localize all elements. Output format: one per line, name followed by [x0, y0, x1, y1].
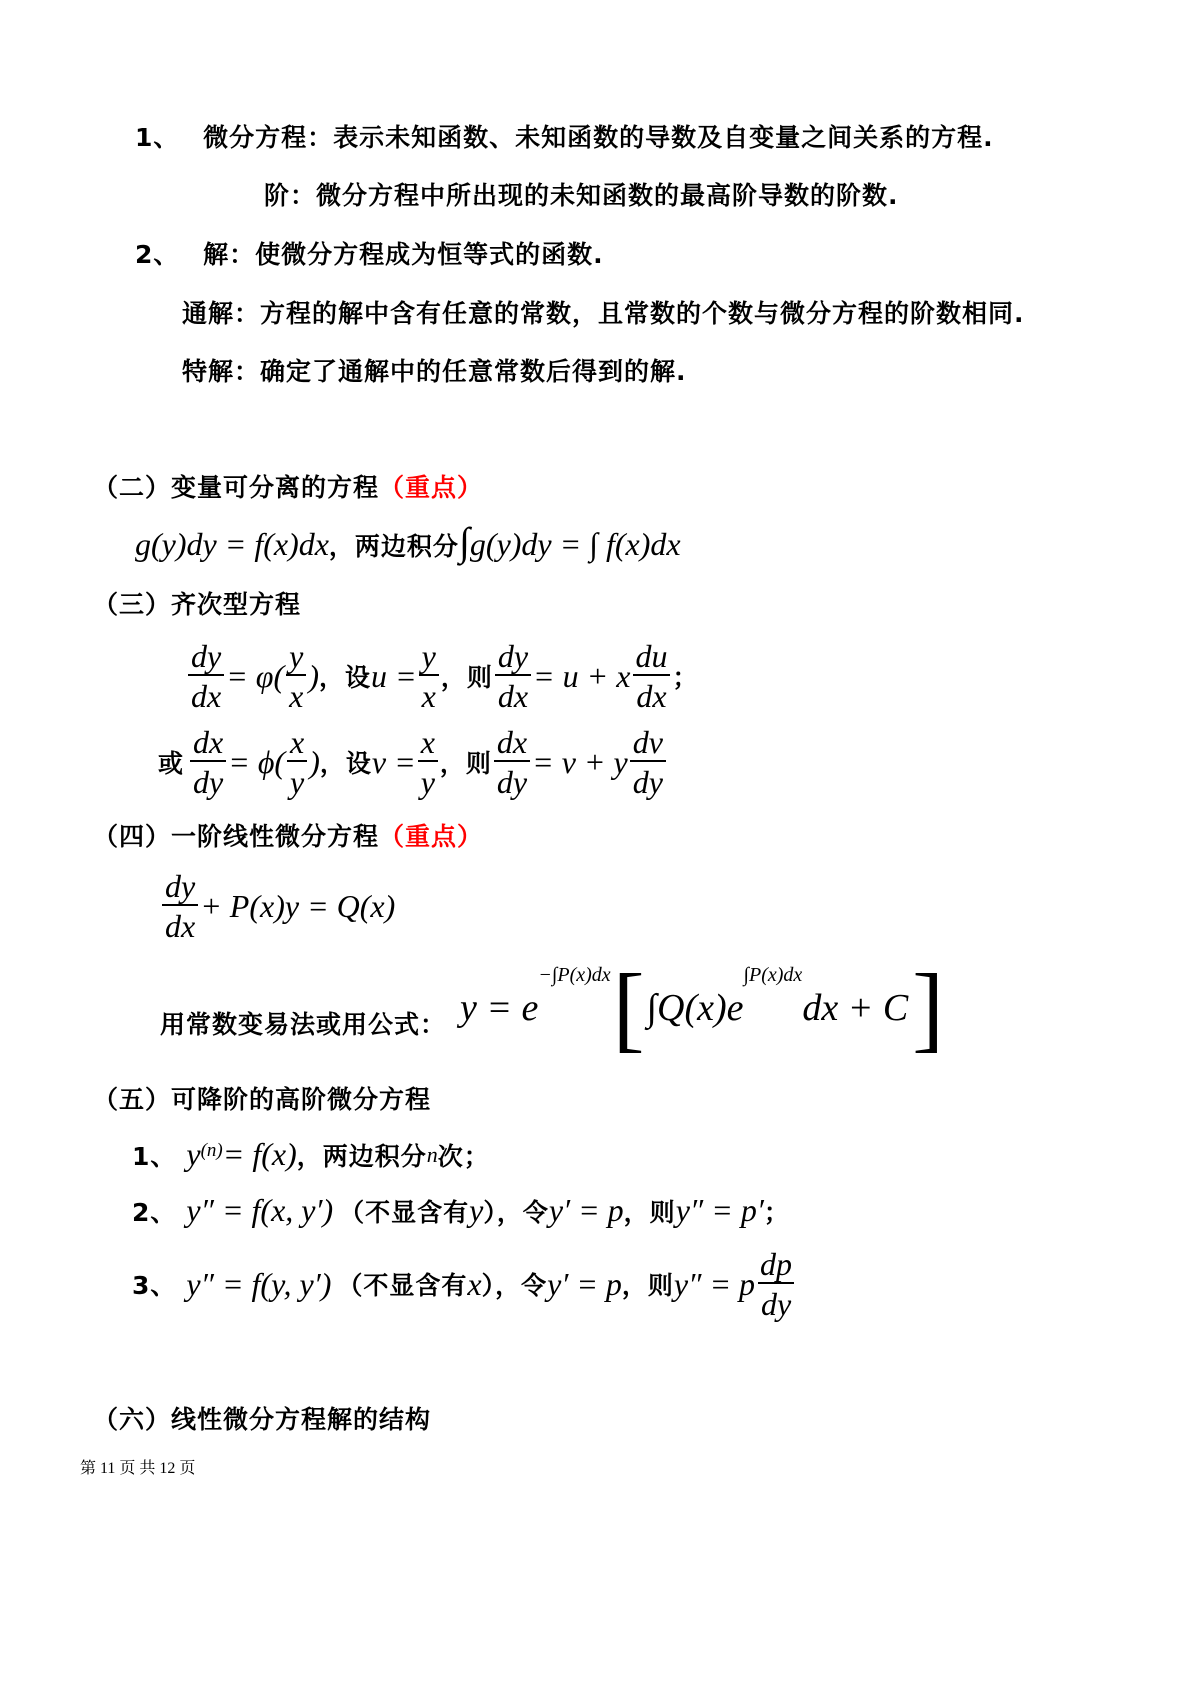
math-text: = ϕ(: [228, 743, 286, 780]
numerator: dy: [191, 638, 222, 674]
key-point-tag: （重点）: [379, 473, 484, 502]
numerator: dx: [496, 724, 528, 760]
fraction: [162, 870, 198, 942]
denominator: x: [286, 674, 306, 712]
item-number: 2、: [135, 240, 180, 269]
item-1: [135, 118, 994, 154]
numerator: x: [420, 724, 435, 760]
fraction: [188, 640, 224, 712]
denominator: dy: [758, 1282, 794, 1320]
homogeneous-formula-2: [158, 726, 668, 798]
text: ，则: [623, 1197, 676, 1227]
text-set: ，设: [319, 663, 372, 692]
math-text: y: [469, 1192, 484, 1228]
math-text: = f(x): [222, 1136, 297, 1172]
math-text: ): [309, 743, 320, 780]
numerator: dp: [760, 1246, 793, 1282]
math-text: y″ = f(y, y′): [186, 1265, 332, 1302]
text-set: ，设: [319, 749, 372, 778]
exponent: −∫P(x)dx: [538, 964, 611, 986]
math-text: y″ = p′: [675, 1192, 764, 1228]
section-heading-reducible: （五）可降阶的高阶微分方程: [93, 1085, 432, 1114]
numerator: dx: [193, 724, 224, 760]
fraction: [418, 726, 438, 798]
item-number: 2、: [132, 1197, 177, 1227]
method-text: 用常数变易法或用公式：: [160, 1010, 447, 1039]
denominator: dx: [633, 674, 669, 712]
math-text: ): [308, 657, 320, 694]
reducible-case-2: [132, 1192, 790, 1229]
text: ，则: [621, 1271, 674, 1300]
text: ，两边积分: [296, 1141, 427, 1171]
math-text: x: [467, 1265, 482, 1302]
integral-sign-icon: ∫: [458, 519, 470, 564]
math-text: y″ = p: [673, 1265, 756, 1302]
math-text: y = e: [460, 987, 539, 1029]
separable-text: ，两边积分: [328, 532, 459, 561]
item-2: [135, 235, 604, 271]
homogeneous-formula-1: [186, 640, 698, 712]
section-heading-separable: [93, 468, 483, 504]
item-number: 1、: [135, 123, 180, 152]
heading-text: （二）变量可分离的方程: [93, 473, 380, 502]
fraction: [494, 726, 530, 798]
numerator: y: [289, 638, 304, 674]
item-number: 3、: [132, 1271, 177, 1300]
key-point-tag: （重点）: [379, 822, 484, 851]
text: （不显含有: [337, 1271, 468, 1300]
denominator: dy: [190, 760, 226, 798]
text-then: ，则: [439, 749, 492, 778]
numerator: dy: [497, 638, 529, 674]
text: 次；: [437, 1141, 490, 1171]
separable-rhs: g(y)dy = ∫ f(x)dx: [469, 526, 681, 562]
fraction: [286, 640, 306, 712]
definition-general-solution: 通解：方程的解中含有任意的常数，且常数的个数与微分方程的阶数相同.: [182, 299, 1025, 328]
math-text: y″ = f(x, y′): [186, 1192, 334, 1228]
numerator: dv: [632, 724, 663, 760]
page-number: 第 11 页 共 12 页: [80, 1460, 196, 1477]
fraction: [190, 726, 226, 798]
definition-order: 阶：微分方程中所出现的未知函数的最高阶导数的阶数.: [264, 181, 899, 210]
math-text: v =: [371, 743, 416, 780]
fraction: [632, 640, 670, 712]
text-or: 或: [158, 749, 185, 778]
math-text: y: [186, 1136, 201, 1172]
math-text: = u + x: [533, 657, 631, 694]
denominator: dx: [188, 674, 224, 712]
definition-solution: 解：使微分方程成为恒等式的函数.: [203, 240, 604, 269]
fraction: [757, 1248, 795, 1320]
numerator: du: [635, 638, 668, 674]
math-text: = φ(: [226, 657, 285, 694]
text-then: ，则: [440, 663, 493, 692]
section-heading-homogeneous: （三）齐次型方程: [93, 590, 302, 619]
text: （不显含有: [339, 1197, 470, 1227]
reducible-case-1: [132, 1136, 490, 1173]
definition-particular-solution: 特解：确定了通解中的任意常数后得到的解.: [182, 357, 687, 386]
linear-solution-formula: [160, 954, 945, 1061]
denominator: y: [418, 760, 438, 798]
separable-formula: [135, 520, 681, 572]
fraction: [419, 640, 439, 712]
text: ；: [763, 1197, 790, 1227]
math-text: = v + y: [532, 743, 628, 780]
numerator: dy: [165, 868, 196, 904]
denominator: dy: [494, 760, 530, 798]
separable-lhs: g(y)dy = f(x)dx: [135, 526, 329, 562]
fraction: [630, 726, 666, 798]
denominator: x: [419, 674, 439, 712]
denominator: dx: [162, 904, 198, 942]
denominator: dx: [495, 674, 531, 712]
reducible-case-3: [132, 1248, 797, 1320]
denominator: y: [287, 760, 307, 798]
text: ），令: [483, 1197, 549, 1227]
math-text: n: [426, 1141, 438, 1167]
denominator: dy: [630, 760, 666, 798]
math-text: dx + C: [802, 987, 909, 1029]
numerator: y: [421, 638, 436, 674]
fraction: [495, 640, 531, 712]
heading-text: （四）一阶线性微分方程: [93, 822, 380, 851]
text-semicolon: ；: [672, 663, 699, 692]
item-number: 1、: [132, 1141, 177, 1171]
math-text: + P(x)y = Q(x): [200, 887, 396, 924]
fraction: [287, 726, 307, 798]
exponent: ∫P(x)dx: [743, 964, 803, 986]
definition-differential-equation: 微分方程：表示未知函数、未知函数的导数及自变量之间关系的方程.: [203, 123, 994, 152]
left-bracket-icon: [: [612, 954, 645, 1061]
linear-equation: [160, 870, 395, 942]
math-text: ∫Q(x)e: [646, 987, 744, 1029]
math-text: y′ = p: [548, 1192, 624, 1228]
exponent: (n): [200, 1139, 223, 1161]
section-heading-linear: [93, 817, 483, 853]
math-text: y′ = p: [547, 1265, 622, 1302]
math-text: u =: [371, 657, 417, 694]
numerator: x: [290, 724, 305, 760]
right-bracket-icon: ]: [912, 954, 945, 1061]
section-heading-structure: （六）线性微分方程解的结构: [93, 1405, 432, 1434]
text: ），令: [481, 1271, 548, 1300]
